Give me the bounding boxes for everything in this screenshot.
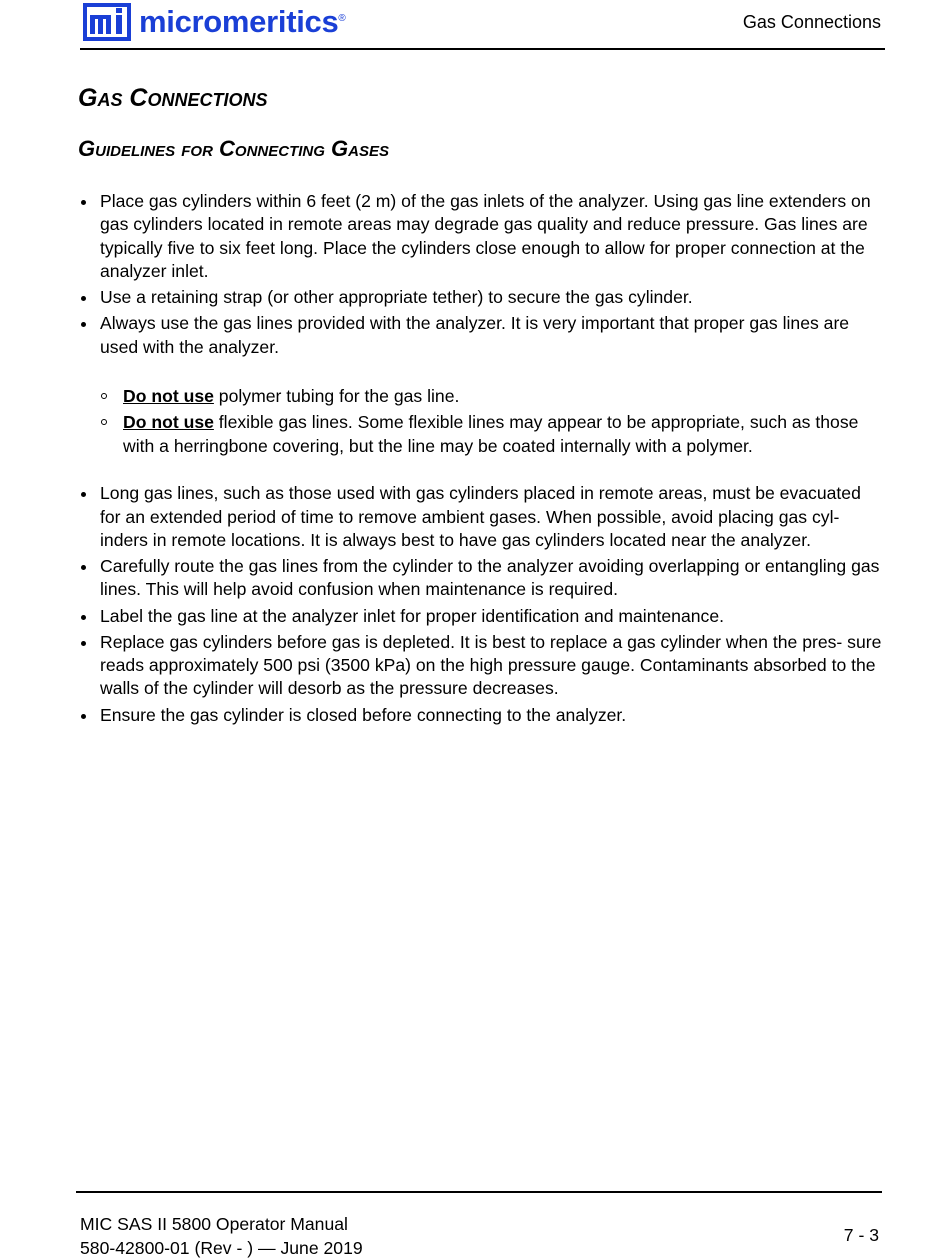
sub-bullet-list [78, 385, 886, 458]
warning-emphasis: Do not use [123, 386, 214, 407]
registered-mark: ® [338, 12, 346, 24]
bullet-dot-icon [81, 322, 86, 327]
logo-wordmark: micromeritics [139, 4, 339, 39]
section-title: Gas Connections [78, 84, 268, 112]
list-item-text: Carefully route the gas lines from the cylinder to the analyzer avoiding overlapping or entangling gas lines. This will help avoid confusion when maintenance is required. [100, 556, 880, 600]
bullet-dot-icon [81, 641, 86, 646]
bullet-dot-icon [81, 615, 86, 620]
bullet-circle-icon [101, 393, 107, 399]
running-header-title: Gas Connections [742, 12, 881, 32]
list-item [78, 482, 886, 552]
list-item [78, 190, 886, 284]
list-item [78, 605, 886, 628]
footer-manual-info [80, 1212, 363, 1260]
list-item-text: Always use the gas lines provided with the analyzer. It is very important that proper gas lines are used with the analyzer. [100, 313, 850, 357]
bullet-circle-icon [101, 419, 107, 425]
list-item-text: Use a retaining strap (or other appropriate tether) to secure the gas cylinder. [100, 287, 693, 308]
bullet-dot-icon [81, 296, 86, 301]
sub-list-item [78, 411, 886, 458]
manual-part-number: 580-42800-01 (Rev - ) — June 2019 [80, 1238, 363, 1258]
bullet-list-top [78, 190, 886, 359]
bullet-dot-icon [81, 714, 86, 719]
list-item-text: Replace gas cylinders before gas is depleted. It is best to replace a gas cylinder when the pres- sure reads approximately 500 psi (3500 kPa) on the high pressure gauge. Contaminants absorbed to the walls of the cylinder will desorb as the pressure decreases. [100, 631, 882, 699]
list-item [78, 286, 886, 309]
bullet-dot-icon [81, 565, 86, 570]
sub-list-item-text: polymer tubing for the gas line. [213, 386, 460, 407]
sub-list-item-text: flexible gas lines. Some flexible lines may appear to be appropriate, such as those with a herringbone covering, but the line may be coated internally with a polymer. [123, 412, 859, 456]
list-item-text: Long gas lines, such as those used with gas cylinders placed in remote areas, must be evacuated for an extended period of time to remove ambient gases. When possible, avoid placing gas cyl- inders in remote locations. It is always best to have gas cylinders located near the analyzer. [100, 483, 861, 550]
bullet-dot-icon [81, 492, 86, 497]
micromeritics-logo [83, 2, 346, 42]
bullet-dot-icon [81, 200, 86, 205]
sub-list-item [78, 385, 886, 408]
list-item-text: Place gas cylinders within 6 feet (2 m) of the gas inlets of the analyzer. Using gas line extenders on gas cylinders located in remote areas may degrade gas quality and reduce pressure. Gas lines are typically five to six feet long. Place the cylinders close enough to allow for proper connection at the analyzer inlet. [100, 191, 871, 282]
list-item [78, 631, 886, 701]
header-divider [80, 48, 885, 50]
list-item [78, 704, 886, 727]
page-number: 7 - 3 [843, 1225, 879, 1245]
list-item [78, 312, 886, 359]
list-item [78, 555, 886, 602]
manual-title: MIC SAS II 5800 Operator Manual [80, 1214, 348, 1234]
bullet-list-bottom [78, 482, 886, 727]
footer-divider [76, 1191, 882, 1193]
micromeritics-mi-logo-icon [83, 3, 131, 41]
list-item-text: Ensure the gas cylinder is closed before connecting to the analyzer. [100, 704, 627, 725]
guidelines-content [78, 190, 886, 730]
list-item-text: Label the gas line at the analyzer inlet for proper identification and maintenance. [100, 605, 725, 626]
subsection-title: Guidelines for Connecting Gases [78, 136, 389, 161]
warning-emphasis: Do not use [123, 412, 214, 433]
